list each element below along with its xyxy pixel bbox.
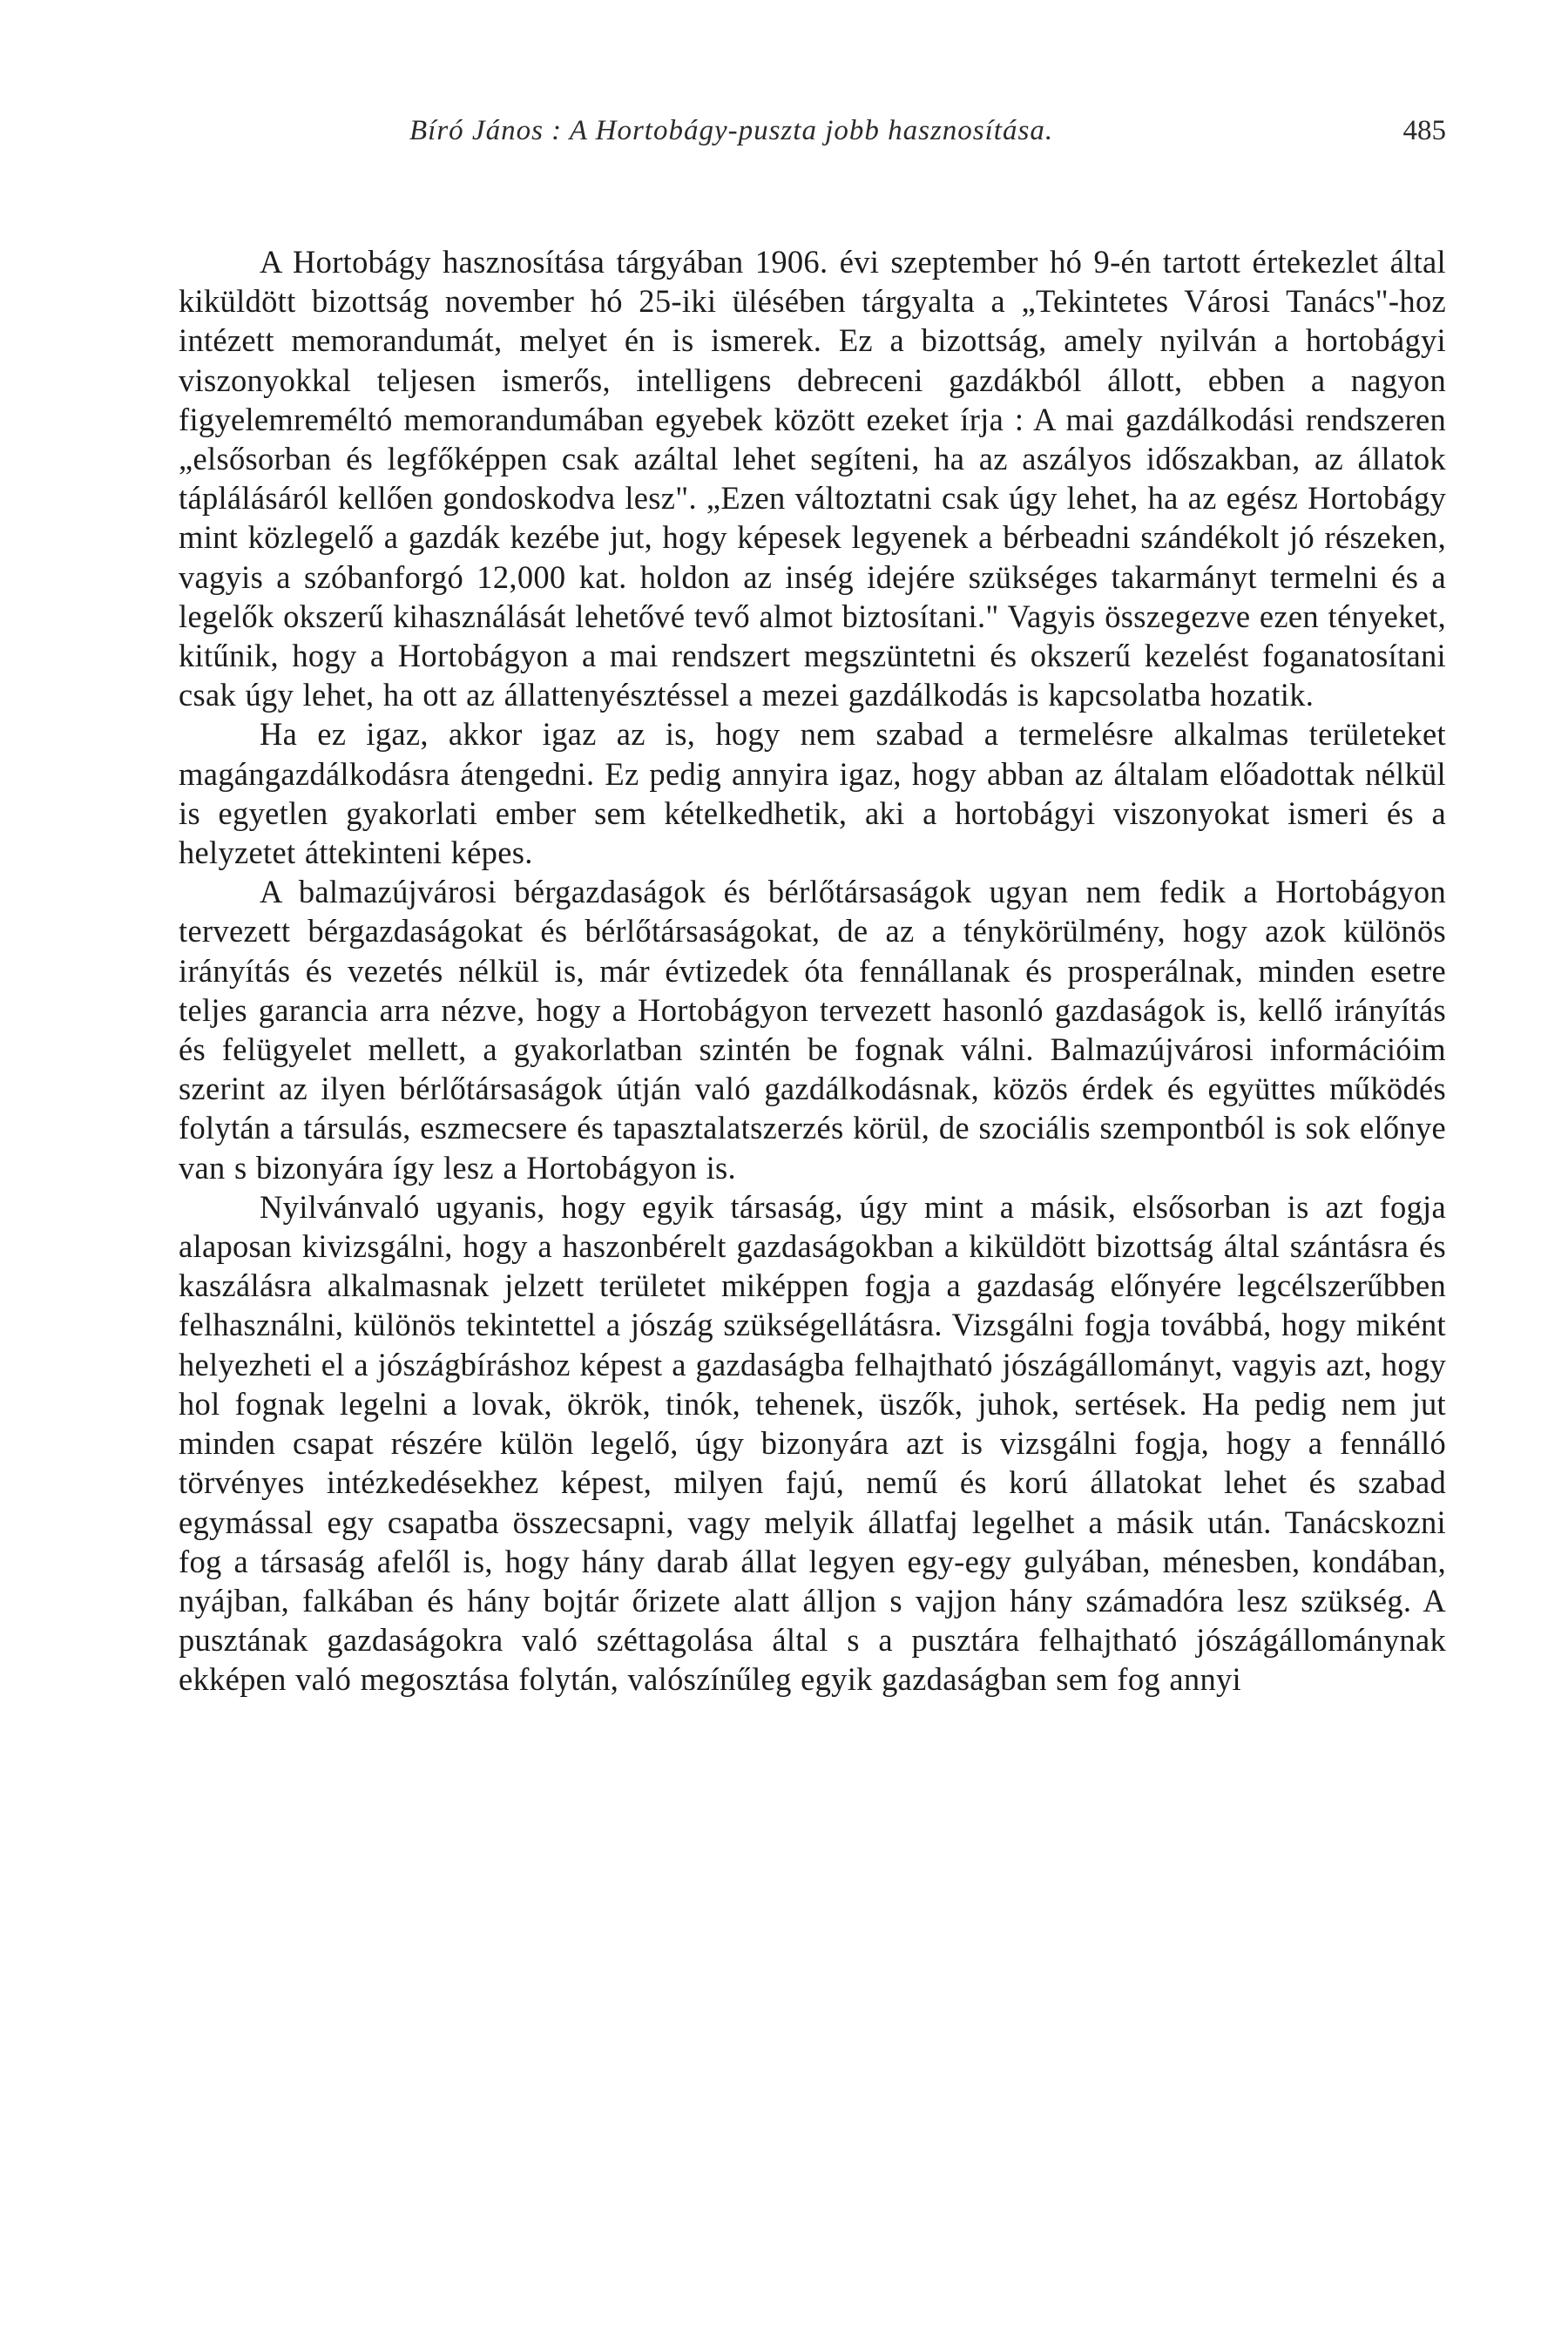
page-number: 485 — [1402, 115, 1446, 146]
page-header — [179, 115, 1446, 150]
body-text — [179, 242, 1446, 1700]
paragraph: Ha ez igaz, akkor igaz az is, hogy nem szabad a termelésre alkalmas területeket magángazdálkodásra átengedni. Ez pedig annyira igaz, hogy abban az általam előadottak nélkül is egyetlen gyakorlati ember sem kételkedhetik, aki a hortobágyi viszonyokat ismeri és a helyzetet áttekinteni képes. — [179, 716, 1446, 871]
running-head: Bíró János : A Hortobágy-puszta jobb hasznosítása. — [409, 115, 1054, 146]
paragraph: A Hortobágy hasznosítása tárgyában 1906. évi szeptember hó 9-én tartott értekezlet által kiküldött bizottság november hó 25-iki ülésében tárgyalta a „Tekintetes Városi Tanács"-hoz intézett memorandumát, melyet én is ismerek. Ez a bizottság, amely nyilván a hortobágyi viszonyokkal teljesen ismerős, intelligens debreceni gazdákból állott, ebben a nagyon figyelemreméltó memorandumában egyebek között ezeket írja : A mai gazdálkodási rendszeren „elsősorban és legfőképpen csak azáltal lehet segíteni, ha az aszályos időszakban, az állatok táplálásáról kellően gondoskodva lesz". „Ezen változtatni csak úgy lehet, ha az egész Hortobágy mint közlegelő a gazdák kezébe jut, hogy képesek legyenek a bérbeadni szándékolt jó részeken, vagyis a szóbanforgó 12,000 kat. holdon az inség idejére szükséges takarmányt termelni és a legelők okszerű kihasználását lehetővé tevő almot biztosítani." Vagyis összegezve ezen tényeket, kitűnik, hogy a Hortobágyon a mai rendszert megszüntetni és okszerű kezelést foganatosítani csak úgy lehet, ha ott az állattenyésztéssel a mezei gazdálkodás is kapcsolatba hozatik. — [179, 244, 1446, 713]
paragraph: Nyilvánvaló ugyanis, hogy egyik társaság, úgy mint a másik, elsősorban is azt fogja alaposan kivizsgálni, hogy a haszonbérelt gazdaságokban a kiküldött bizottság által szántásra és kaszálásra alkalmasnak jelzett területet miképpen fogja a gazdaság előnyére legcélszerűbben felhasználni, különös tekintettel a jószág szükségellátásra. Vizsgálni fogja továbbá, hogy miként helyezheti el a jószágbíráshoz képest a gazdaságba felhajtható jószágállományt, vagyis azt, hogy hol fognak legelni a lovak, ökrök, tinók, tehenek, üszők, juhok, sertések. Ha pedig nem jut minden csapat részére külön legelő, úgy bizonyára azt is vizsgálni fogja, hogy a fennálló törvényes intézkedésekhez képest, milyen fajú, nemű és korú állatokat lehet és szabad egymással egy csapatba összecsapni, vagy melyik állatfaj legelhet a másik után. Tanácskozni fog a társaság afelől is, hogy hány darab állat legyen egy-egy gulyában, ménesben, kondában, nyájban, falkában és hány bojtár őrizete alatt álljon s vajjon hány számadóra lesz szükség. A pusztának gazdaságokra való széttagolása által s a pusztára felhajtható jószágállománynak ekképen való megosztása folytán, valószínűleg egyik gazdaságban sem fog annyi — [179, 1188, 1446, 1698]
paragraph: A balmazújvárosi bérgazdaságok és bérlőtársaságok ugyan nem fedik a Hortobágyon tervezett bérgazdaságokat és bérlőtársaságokat, de az a ténykörülmény, hogy azok különös irányítás és vezetés nélkül is, már évtizedek óta fennállanak és prosperálnak, minden esetre teljes garancia arra nézve, hogy a Hortobágyon tervezett hasonló gazdaságok is, kellő irányítás és felügyelet mellett, a gyakorlatban szintén be fognak válni. Balmazújvárosi információim szerint az ilyen bérlőtársaságok útján való gazdálkodásnak, közös érdek és együttes működés folytán a társulás, eszmecsere és tapasztalatszerzés körül, de szociális szempontból is sok előnye van s bizonyára így lesz a Hortobágyon is. — [179, 874, 1446, 1186]
